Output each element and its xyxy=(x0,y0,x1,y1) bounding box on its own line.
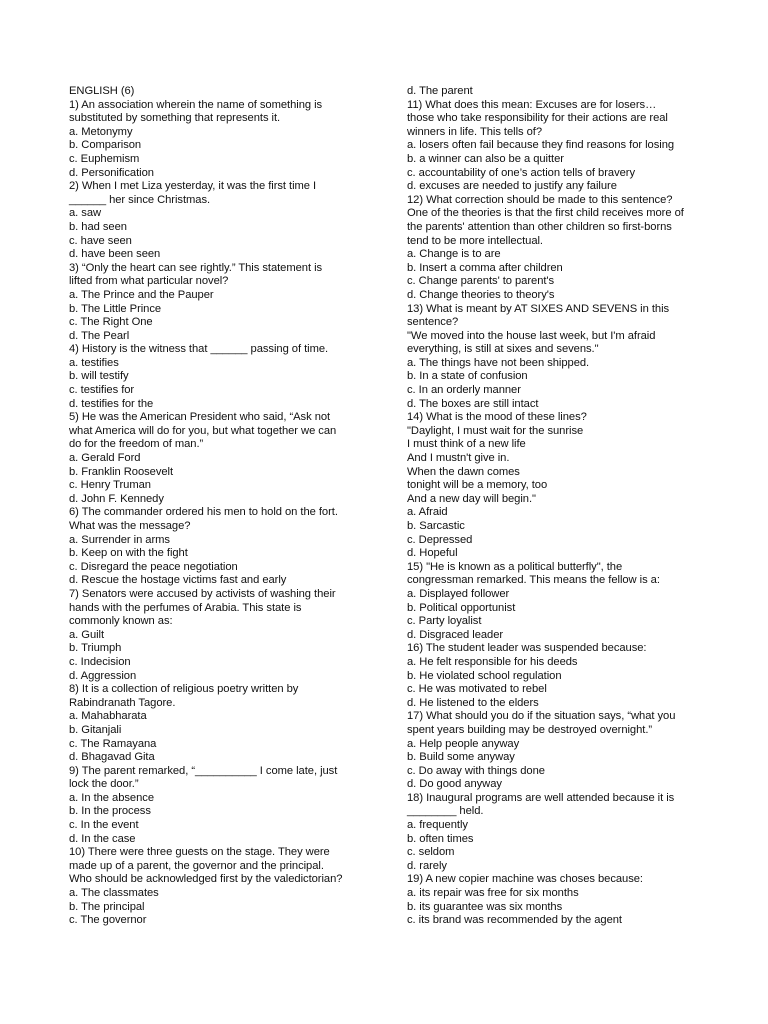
left-column-line: ______ her since Christmas. xyxy=(69,193,211,206)
left-column-line: a. Guilt xyxy=(69,628,105,641)
left-column-line: commonly known as: xyxy=(69,615,173,628)
right-column-line: a. its repair was free for six months xyxy=(407,887,579,900)
right-column-line: everything, is still at sixes and sevens." xyxy=(407,343,599,356)
right-column-line: a. Help people anyway xyxy=(407,737,520,750)
left-column-line: what America will do for you, but what together we can xyxy=(69,424,337,437)
left-column-line: d. John F. Kennedy xyxy=(69,492,164,505)
right-column-line: I must think of a new life xyxy=(407,438,526,451)
right-column-line: c. accountability of one’s action tells of bravery xyxy=(407,166,636,179)
right-column-line: d. excuses are needed to justify any failure xyxy=(407,180,617,193)
right-column-line: b. its guarantee was six months xyxy=(407,900,563,913)
left-column-line: b. The Little Prince xyxy=(69,302,162,315)
right-column-line: 19) A new copier machine was choses because: xyxy=(407,873,643,886)
left-column-line: d. In the case xyxy=(69,832,136,845)
left-column-line: Rabindranath Tagore. xyxy=(69,696,176,709)
right-column-line: a. Change is to are xyxy=(407,248,501,261)
right-column-line: a. frequently xyxy=(407,819,468,832)
right-column-line: spent years building may be destroyed overnight.” xyxy=(407,723,653,736)
left-column-line: b. will testify xyxy=(69,370,129,383)
right-column-line: 13) What is meant by AT SIXES AND SEVENS in this xyxy=(407,302,670,315)
right-column-line: 18) Inaugural programs are well attended because it is xyxy=(407,791,675,804)
right-column-line: c. Depressed xyxy=(407,533,473,546)
right-column-line: "Daylight, I must wait for the sunrise xyxy=(407,424,584,437)
left-column-line: c. testifies for xyxy=(69,384,135,397)
right-column-line: "We moved into the house last week, but I'm afraid xyxy=(407,329,656,342)
left-column-line: 2) When I met Liza yesterday, it was the first time I xyxy=(69,180,317,193)
right-column xyxy=(407,85,703,928)
left-column-line: b. Keep on with the fight xyxy=(69,547,188,560)
right-column-line: those who take responsibility for their actions are real xyxy=(407,112,668,125)
right-column-line: a. He felt responsible for his deeds xyxy=(407,655,578,668)
right-column-line: b. Insert a comma after children xyxy=(407,261,563,274)
left-column-line: a. Gerald Ford xyxy=(69,452,141,465)
right-column-line: 15) "He is known as a political butterfly", the xyxy=(407,560,623,573)
right-column-line: c. In an orderly manner xyxy=(407,384,521,397)
left-column-line: 7) Senators were accused by activists of washing their xyxy=(69,587,336,600)
right-column-line: 12) What correction should be made to this sentence? xyxy=(407,193,673,206)
left-column-line: hands with the perfumes of Arabia. This state is xyxy=(69,601,302,614)
right-column-line: c. its brand was recommended by the agent xyxy=(407,914,622,927)
left-column-line: a. The Prince and the Pauper xyxy=(69,288,214,301)
left-column-line: c. The Right One xyxy=(69,316,153,329)
right-column-line: winners in life. This tells of? xyxy=(407,125,543,138)
left-column-line: c. The Ramayana xyxy=(69,737,157,750)
right-column-line: b. Build some anyway xyxy=(407,751,515,764)
right-column-line: c. Change parents' to parent's xyxy=(407,275,555,288)
left-column-line: 9) The parent remarked, “__________ I come late, just xyxy=(69,764,338,777)
left-column-line: a. In the absence xyxy=(69,791,154,804)
left-column-line: c. Henry Truman xyxy=(69,479,151,492)
left-column-line: a. The classmates xyxy=(69,887,159,900)
right-column-line: b. He violated school regulation xyxy=(407,669,562,682)
left-column-line: c. The governor xyxy=(69,914,147,927)
left-column-line: d. Bhagavad Gita xyxy=(69,751,155,764)
right-column-line: When the dawn comes xyxy=(407,465,520,478)
left-column-line: b. The principal xyxy=(69,900,145,913)
left-column-line: c. In the event xyxy=(69,819,139,832)
left-column-line: do for the freedom of man.” xyxy=(69,438,204,451)
right-column-line: congressman remarked. This means the fellow is a: xyxy=(407,574,660,587)
right-column-line: b. a winner can also be a quitter xyxy=(407,152,564,165)
right-column-line: tend to be more intellectual. xyxy=(407,234,543,247)
right-column-line: d. Do good anyway xyxy=(407,778,502,791)
left-column-line: c. have seen xyxy=(69,234,132,247)
left-column-line: 4) History is the witness that ______ passing of time. xyxy=(69,343,329,356)
right-column-line: c. He was motivated to rebel xyxy=(407,683,547,696)
right-column-line: b. often times xyxy=(407,832,474,845)
right-column-line: ________ held. xyxy=(407,805,484,818)
left-column-line: c. Indecision xyxy=(69,655,131,668)
left-column-line: a. saw xyxy=(69,207,102,220)
left-column-line: d. Rescue the hostage victims fast and early xyxy=(69,574,287,587)
right-column-line: d. Hopeful xyxy=(407,547,458,560)
left-column-line: d. Personification xyxy=(69,166,154,179)
right-column-line: d. The boxes are still intact xyxy=(407,397,539,410)
left-column-line: a. Mahabharata xyxy=(69,710,147,723)
right-column-line: c. seldom xyxy=(407,846,455,859)
right-column-line: d. rarely xyxy=(407,859,447,872)
right-column-line: 17) What should you do if the situation says, “what you xyxy=(407,710,676,723)
right-column-line: c. Party loyalist xyxy=(407,615,482,628)
left-column-line: ENGLISH (6) xyxy=(69,85,135,97)
right-column-line: a. Afraid xyxy=(407,506,448,519)
left-column-line: made up of a parent, the governor and the principal. xyxy=(69,859,324,872)
left-column-line: 1) An association wherein the name of something is xyxy=(69,98,323,111)
left-column-line: a. Metonymy xyxy=(69,125,133,138)
left-column-line: d. have been seen xyxy=(69,248,161,261)
right-column-line: d. He listened to the elders xyxy=(407,696,539,709)
left-column-line: lifted from what particular novel? xyxy=(69,275,229,288)
right-column-line: sentence? xyxy=(407,316,459,329)
left-column-line: substituted by something that represents it. xyxy=(69,112,281,125)
left-column-line: d. The Pearl xyxy=(69,329,130,342)
left-column-line: b. Triumph xyxy=(69,642,122,655)
left-column-line: a. testifies xyxy=(69,356,119,369)
right-column-line: d. The parent xyxy=(407,85,473,97)
left-column-line: 5) He was the American President who said, “Ask not xyxy=(69,411,331,424)
left-column-line: d. testifies for the xyxy=(69,397,154,410)
right-column-line: And I mustn't give in. xyxy=(407,452,510,465)
right-column-line: the parents' attention than other children so first-borns xyxy=(407,220,672,233)
right-column-line: a. losers often fail because they find reasons for losing xyxy=(407,139,675,152)
right-column-line: And a new day will begin." xyxy=(407,492,536,505)
right-column-line: 14) What is the mood of these lines? xyxy=(407,411,587,424)
right-column-line: 16) The student leader was suspended because: xyxy=(407,642,647,655)
left-column-line: b. Comparison xyxy=(69,139,142,152)
left-column-line: 8) It is a collection of religious poetry written by xyxy=(69,683,299,696)
left-column-line: What was the message? xyxy=(69,520,191,532)
left-column-line: b. In the process xyxy=(69,805,151,818)
left-column-line: a. Surrender in arms xyxy=(69,533,170,546)
left-column-line: lock the door.” xyxy=(69,778,139,791)
left-column-line: 10) There were three guests on the stage. They were xyxy=(69,846,330,859)
left-column-line: c. Euphemism xyxy=(69,152,140,165)
left-column-line: b. Gitanjali xyxy=(69,723,122,736)
left-column xyxy=(69,85,369,928)
left-column-line: c. Disregard the peace negotiation xyxy=(69,560,238,573)
left-column-line: 3) “Only the heart can see rightly.” This statement is xyxy=(69,261,323,274)
right-column-line: 11) What does this mean: Excuses are for losers… xyxy=(407,98,657,111)
right-column-line: b. In a state of confusion xyxy=(407,370,528,383)
right-column-line: a. The things have not been shipped. xyxy=(407,356,590,369)
right-column-line: d. Disgraced leader xyxy=(407,628,504,641)
right-column-line: One of the theories is that the first child receives more of xyxy=(407,207,684,220)
left-column-line: d. Aggression xyxy=(69,669,137,682)
right-column-line: d. Change theories to theory's xyxy=(407,288,555,301)
right-column-line: c. Do away with things done xyxy=(407,764,545,777)
left-column-line: Who should be acknowledged first by the valedictorian? xyxy=(69,873,343,886)
right-column-line: tonight will be a memory, too xyxy=(407,479,548,492)
right-column-line: a. Displayed follower xyxy=(407,587,510,600)
left-column-line: b. had seen xyxy=(69,220,127,233)
left-column-line: b. Franklin Roosevelt xyxy=(69,465,174,478)
right-column-line: b. Political opportunist xyxy=(407,601,516,614)
right-column-line: b. Sarcastic xyxy=(407,520,465,532)
left-column-line: 6) The commander ordered his men to hold on the fort. xyxy=(69,506,338,519)
